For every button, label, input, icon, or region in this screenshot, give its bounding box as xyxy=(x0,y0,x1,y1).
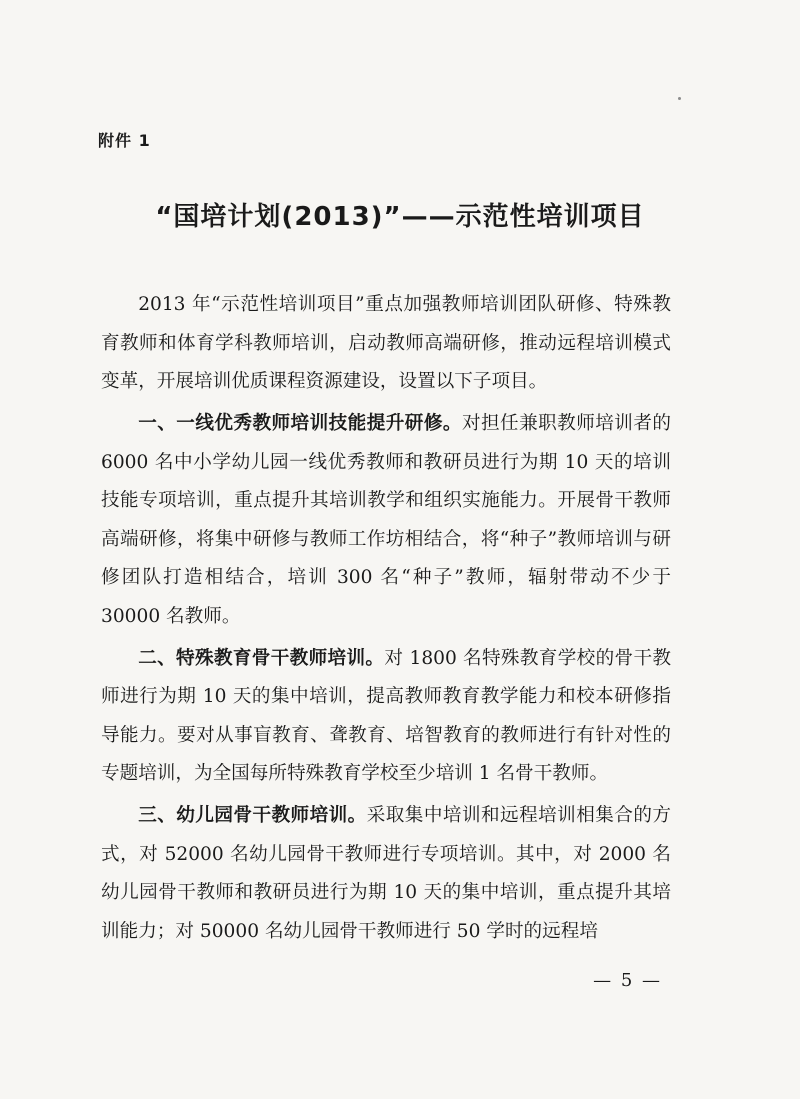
section-text-3: 采取集中培训和远程培训相集合的方式，对 52000 名幼儿园骨干教师进行专项培训。其中，对 2000 名幼儿园骨干教师和教研员进行为期 10 天的集中培训，重点提升其培训能力；对 50000 名幼儿园骨干教师进行 50 学时的远程培 xyxy=(101,805,671,942)
page-number: — 5 — xyxy=(593,970,662,991)
document-body xyxy=(101,286,671,955)
intro-paragraph: 2013 年“示范性培训项目”重点加强教师培训团队研修、特殊教育教师和体育学科教师培训，启动教师高端研修，推动远程培训模式变革，开展培训优质课程资源建设，设置以下子项目。 xyxy=(101,294,671,392)
attachment-label: 附件 1 xyxy=(98,131,151,150)
section-heading-1: 一、一线优秀教师培训技能提升研修。 xyxy=(138,413,462,434)
section-paragraph-2 xyxy=(101,640,671,794)
section-text-2: 对 1800 名特殊教育学校的骨干教师进行为期 10 天的集中培训，提高教师教育教学能力和校本研修指导能力。要对从事盲教育、聋教育、培智教育的教师进行有针对性的专题培训，为全国每所特殊教育学校至少培训 1 名骨干教师。 xyxy=(101,647,671,784)
document-title: “国培计划(2013)”——示范性培训项目 xyxy=(155,202,645,232)
section-heading-3: 三、幼儿园骨干教师培训。 xyxy=(138,805,367,826)
section-text-1: 对担任兼职教师培训者的 6000 名中小学幼儿园一线优秀教师和教研员进行为期 10 天的培训技能专项培训，重点提升其培训教学和组织实施能力。开展骨干教师高端研修，将集中研修与教师工作坊相结合，将“种子”教师培训与研修团队打造相结合，培训 300 名“种子”教师，辐射带动不少于 30000 名教师。 xyxy=(101,413,671,627)
section-paragraph-3 xyxy=(101,797,671,951)
section-heading-2: 二、特殊教育骨干教师培训。 xyxy=(138,647,385,669)
section-paragraph-1 xyxy=(101,405,671,636)
scan-speck xyxy=(678,97,681,100)
